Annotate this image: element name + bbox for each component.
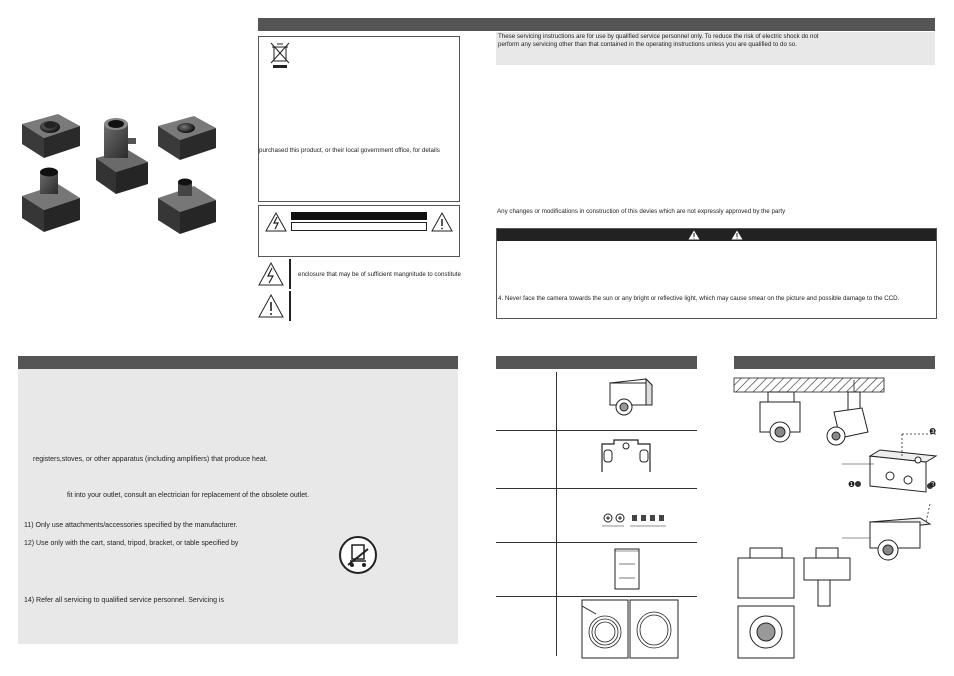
marker-2: ❷ — [929, 480, 937, 489]
servicing-line-2: perform any servicing other than that contained in the operating instructions unless you are qualified to do so. — [498, 41, 797, 48]
caution-label-line — [291, 222, 427, 231]
camera-zoom-lens — [96, 118, 148, 194]
disposal-info-box — [258, 36, 460, 202]
precaution-warning-icon-left — [688, 230, 700, 240]
contents-row-line — [496, 596, 697, 597]
ceiling-mounted-camera — [760, 392, 800, 442]
camera-square-lens — [22, 114, 80, 158]
contents-header-bar — [496, 356, 697, 369]
manual-item-drawing — [614, 548, 642, 592]
camera-to-mount — [870, 518, 930, 560]
tilted-camera — [827, 392, 868, 445]
product-cameras-image — [18, 110, 218, 240]
contents-column-divider — [556, 372, 557, 656]
camera-long-lens — [22, 168, 80, 233]
disposal-text: purchased this product, or their local government office, for details — [259, 147, 440, 154]
exclamation-warning-icon — [431, 212, 453, 232]
exploded-bracket — [870, 450, 936, 492]
side-view-camera — [738, 548, 794, 658]
installation-header-bar — [734, 356, 935, 369]
top-section-header-bar — [258, 18, 935, 31]
fcc-text: Any changes or modifications in construction of this devies which are not expressly approved by the party — [497, 208, 786, 215]
marker-3: ❸ — [929, 427, 937, 436]
lightning-text: enclosure that may be of sufficient mangnitude to constitute — [298, 271, 461, 278]
lightning-divider — [289, 259, 291, 289]
weee-bin-icon — [269, 41, 291, 69]
servicing-line-1: These servicing instructions are for use by qualified service personnel only. To reduce the risk of electric shock do not — [498, 33, 819, 40]
camera-item-drawing — [606, 375, 656, 417]
caution-box — [258, 205, 460, 257]
bracket-item-drawing — [598, 436, 654, 476]
precautions-header — [497, 229, 936, 241]
screws-item-drawing — [594, 508, 666, 532]
safety-outlet-text: fit into your outlet, consult an electrician for replacement of the obsolete outlet. — [67, 492, 310, 499]
installation-diagram — [730, 372, 940, 662]
safety-item-14: 14) Refer all servicing to qualified service personnel. Servicing is — [24, 597, 224, 604]
precautions-box — [496, 228, 937, 319]
camera-flat-lens — [158, 116, 216, 160]
safety-header-bar — [18, 356, 458, 369]
precaution-item-4: 4. Never face the camera towards the sun or any bright or reflective light, which may cause smear on the picture and possible damage to the CCD. — [498, 295, 900, 302]
exclamation-divider — [289, 291, 291, 321]
contents-row-line — [496, 488, 697, 489]
precaution-warning-icon-right — [731, 230, 743, 240]
marker-1: ❶ — [848, 480, 856, 489]
lightning-warning-icon — [265, 212, 287, 232]
cart-warning-icon — [338, 535, 378, 575]
contents-row-line — [496, 430, 697, 431]
side-bracket-camera — [804, 548, 850, 606]
contents-row-line — [496, 542, 697, 543]
exclamation-symbol-icon — [258, 294, 284, 318]
safety-heat-text: registers,stoves, or other apparatus (including amplifiers) that produce heat. — [33, 456, 268, 463]
lightning-symbol-icon — [258, 262, 284, 286]
camera-pinhole-lens — [158, 179, 216, 235]
safety-item-11: 11) Only use attachments/accessories specified by the manufacturer. — [24, 522, 238, 529]
safety-item-12: 12) Use only with the cart, stand, tripod, bracket, or table specified by — [24, 540, 239, 547]
cables-item-drawing — [582, 600, 678, 658]
caution-label-bar — [291, 212, 427, 220]
